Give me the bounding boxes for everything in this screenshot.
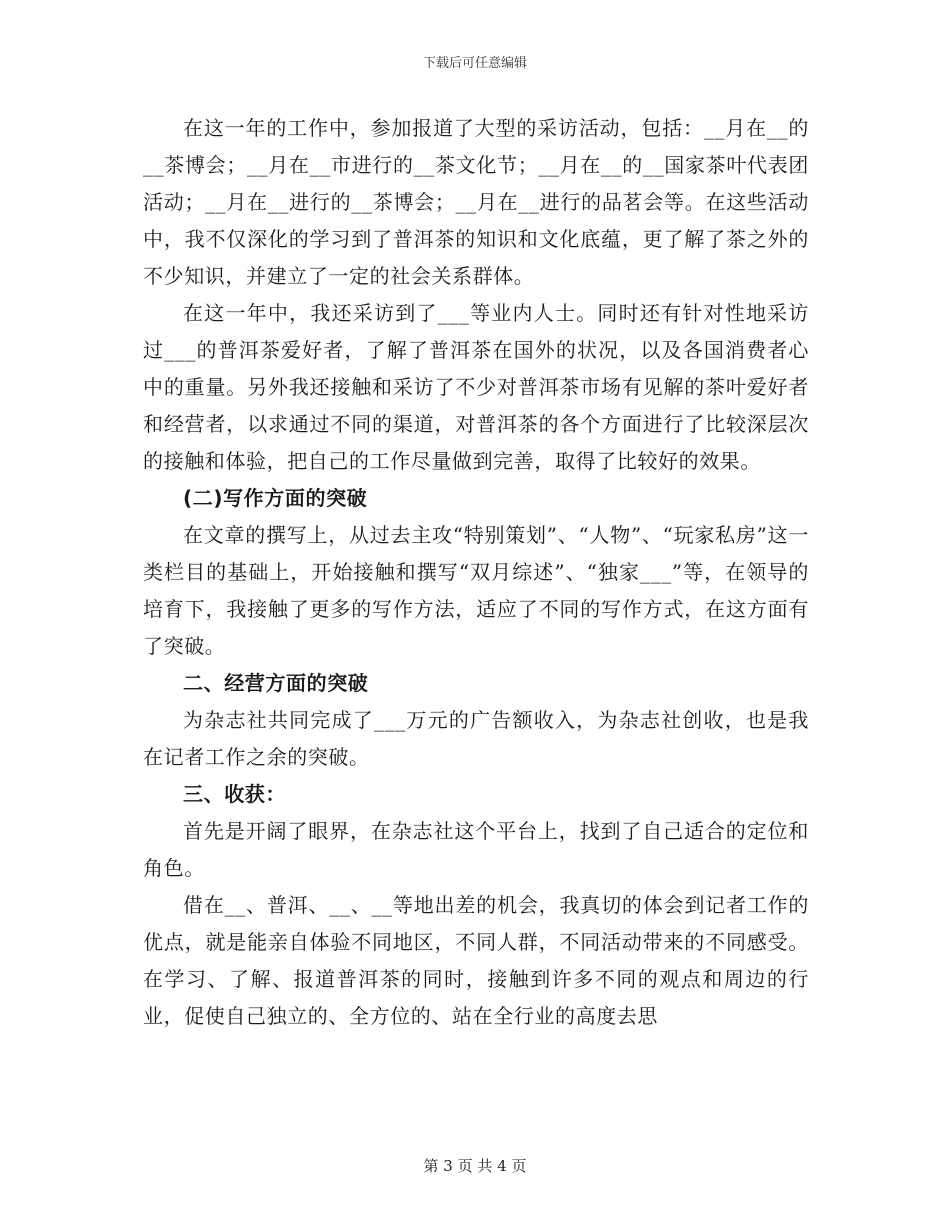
page-header-note: 下载后可任意编辑 <box>422 56 527 71</box>
document-body <box>143 110 809 1035</box>
paragraph-interviewed-people: 在这一年中，我还采访到了___等业内人士。同时还有针对性地采访过___的普洱茶爱好者，了解了普洱茶在国外的状况，以及各国消费者心中的重量。另外我还接触和采访了不少对普洱茶市场有见解的茶叶爱好者和经营者，以求通过不同的渠道，对普洱茶的各个方面进行了比较深层次的接触和体验，把自己的工作尽量做到完善，取得了比较好的效果。 <box>143 301 809 473</box>
paragraph-gains-horizon: 首先是开阔了眼界，在杂志社这个平台上，找到了自己适合的定位和角色。 <box>143 819 809 880</box>
paragraph-gains-travel: 借在__、普洱、__、__等地出差的机会，我真切的体会到记者工作的优点，就是能亲自体验不同地区，不同人群，不同活动带来的不同感受。在学习、了解、报道普洱茶的同时，接触到许多不同的观点和周边的行业，促使自己独立的、全方位的、站在全行业的高度去思 <box>143 893 809 1028</box>
heading-gains: 三、收获： <box>183 782 286 806</box>
page-number-footer: 第 3 页 共 4 页 <box>423 1157 527 1175</box>
heading-business-breakthrough: 二、经营方面的突破 <box>183 671 369 695</box>
paragraph-business: 为杂志社共同完成了___万元的广告额收入，为杂志社创收，也是我在记者工作之余的突破。 <box>143 708 809 769</box>
paragraph-interview-activities: 在这一年的工作中，参加报道了大型的采访活动，包括：__月在__的__茶博会；__月在__市进行的__茶文化节；__月在__的__国家茶叶代表团活动；__月在__进行的__茶博会；__月在__进行的品茗会等。在这些活动中，我不仅深化的学习到了普洱茶的知识和文化底蕴，更了解了茶之外的不少知识，并建立了一定的社会关系群体。 <box>143 116 809 288</box>
paragraph-writing: 在文章的撰写上，从过去主攻“特别策划”、“人物”、“玩家私房”这一类栏目的基础上，开始接触和撰写“双月综述”、“独家___”等，在领导的培育下，我接触了更多的写作方法，适应了不同的写作方式，在这方面有了突破。 <box>143 523 809 658</box>
heading-writing-breakthrough: (二)写作方面的突破 <box>183 486 368 510</box>
